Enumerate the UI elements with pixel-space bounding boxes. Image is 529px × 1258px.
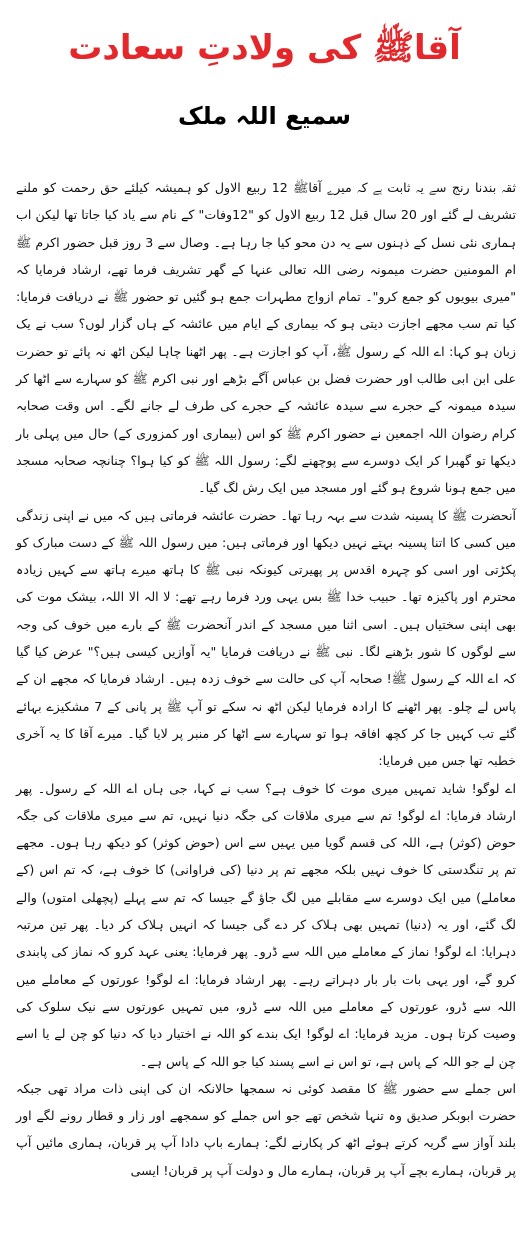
article-paragraph: آنحضرت ﷺ کا پسینہ شدت سے بہہ رہا تھا۔ حضرت عائشہ فرماتی ہیں کہ میں نے اپنی زندگی میں کسی کا اتنا پسینہ بہتے نہیں دیکھا اور فرماتی ہیں: میں رسول اللہ ﷺ کے دست مبارک کو پکڑتی اور اسی کو چہرہ اقدس پر پھیرتی کیونکہ نبی ﷺ کا ہاتھ میرے ہاتھ سے کہیں زیادہ محترم اور پاکیزہ تھا۔ حبیب خدا ﷺ بس یہی ورد فرما رہے تھے: لا الہ الا اللہ، بیشک موت کی بھی اپنی سختیاں ہیں۔ اسی اثنا میں مسجد کے اندر آنحضرت ﷺ کے بارے میں خوف کی وجہ سے لوگوں کا شور بڑھنے لگا۔ نبی ﷺ نے دریافت فرمایا "یہ آوازیں کیسی ہیں؟" عرض کیا گیا کہ اے اللہ کے رسول ﷺ! صحابہ آپ کی حالت سے خوف زدہ ہیں۔ ارشاد فرمایا کہ مجھے ان کے پاس لے چلو۔ پھر اٹھنے کا ارادہ فرمایا لیکن اٹھ نہ سکے تو آپ ﷺ پر پانی کے 7 مشکیزے بہائے گئے تب کہیں جا کر کچھ افاقہ ہوا تو سہارے سے اٹھا کر منبر پر لایا گیا۔ میرے آقا کا یہ آخری خطبہ تھا جس میں فرمایا: xyxy=(16,507,516,769)
article-title: آقاﷺ کی ولادتِ سعادت xyxy=(68,28,461,68)
author-byline: سمیع اللہ ملک xyxy=(178,102,351,130)
article-paragraph: ثقہ بندنا رنج سے یہ ثابت ہے کہ میرے آقاﷺ 12 ربیع الاول کو ہمیشہ کیلئے حق رحمت کو ملنے تشریف لے گئے اور 20 سال قبل 12 ربیع الاول کو "12وفات" کے نام سے یاد کیا جاتا تھا لیکن اب ہماری نئی نسل کے ذہنوں سے یہ دن محو کیا جا رہا ہے۔ وصال سے 3 روز قبل حضور اکرم ﷺ ام المومنین حضرت میمونہ رضی اللہ تعالی عنہا کے گھر تشریف فرما تھے، ارشاد فرمایا کہ "میری بیویوں کو جمع کرو"۔ تمام ازواج مطہرات جمع ہو گئیں تو حضور ﷺ نے دریافت فرمایا: کیا تم سب مجھے اجازت دیتی ہو کہ بیماری کے ایام میں عائشہ کے ہاں گزار لوں؟ سب نے یک زبان ہو کہا: اے اللہ کے رسول ﷺ، آپ کو اجازت ہے۔ پھر اٹھنا چاہا لیکن اٹھ نہ پائے تو حضرت علی ابن ابی طالب اور حضرت فضل بن عباس آگے بڑھے اور نبی اکرم ﷺ کو سہارے سے اٹھا کر سیدہ میمونہ کے حجرے سے سیدہ عائشہ کے حجرے کی طرف لے جانے لگے۔ اس وقت صحابہ کرام رضوان اللہ اجمعین نے حضور اکرم ﷺ کو اس (بیماری اور کمزوری کے) حال میں پہلی بار دیکھا تو گھبرا کر ایک دوسرے سے پوچھنے لگے: رسول اللہ ﷺ کو کیا ہوا؟ چنانچہ صحابہ مسجد میں جمع ہونا شروع ہو گئے اور مسجد میں ایک رش لگ گیا۔ xyxy=(16,180,517,496)
article-body xyxy=(16,174,516,1184)
article-paragraph: اے لوگو! شاید تمہیں میری موت کا خوف ہے؟ سب نے کہا، جی ہاں اے اللہ کے رسول۔ پھر ارشاد فرمایا: اے لوگو! تم سے میری ملاقات کی جگہ دنیا نہیں، تم سے میری ملاقات کی جگہ حوض (کوثر) ہے، اللہ کی قسم گویا میں یہیں سے اس (حوض کوثر) کو دیکھ رہا ہوں۔ مجھے تم پر تنگدستی کا خوف نہیں بلکہ مجھے تم پر دنیا (کی فراوانی) کا خوف ہے، کہ تم اس (کے معاملے) میں ایک دوسرے سے مقابلے میں لگ جاؤ گے جیسا کہ تم سے پہلے (پچھلی امتوں) والے لگ گئے، اور یہ (دنیا) تمہیں بھی ہلاک کر دے گی جیسا کہ انہیں ہلاک کر دیا۔ پھر تین مرتبہ دہرایا: اے لوگو! نماز کے معاملے میں اللہ سے ڈرو۔ پھر فرمایا: یعنی عہد کرو کہ نماز کی پابندی کرو گے، اور یہی بات بار بار دہراتے رہے۔ پھر ارشاد فرمایا: اے لوگو! عورتوں کے معاملے میں اللہ سے ڈرو، عورتوں کے معاملے میں اللہ سے ڈرو، میں تمہیں عورتوں سے نیک سلوک کی وصیت کرتا ہوں۔ مزید فرمایا: اے لوگو! ایک بندے کو اللہ نے اختیار دیا کہ دنیا کو چن لے یا اسے چن لے جو اللہ کے پاس ہے، تو اس نے اسے پسند کیا جو اللہ کے پاس ہے۔ xyxy=(16,780,516,1069)
article-paragraph: اس جملے سے حضور ﷺ کا مقصد کوئی نہ سمجھا حالانکہ ان کی اپنی ذات مراد تھی جبکہ حضرت ابوبکر صدیق وہ تنہا شخص تھے جو اس جملے کو سمجھے اور زار و قطار رونے لگے اور بلند آواز سے گریہ کرتے ہوئے اٹھ کر پکارنے لگے: ہمارے باپ دادا آپ پر قربان، ہماری مائیں آپ پر قربان، ہمارے بچے آپ پر قربان، ہمارے مال و دولت آپ پر قربان! ایسی xyxy=(16,1080,516,1178)
